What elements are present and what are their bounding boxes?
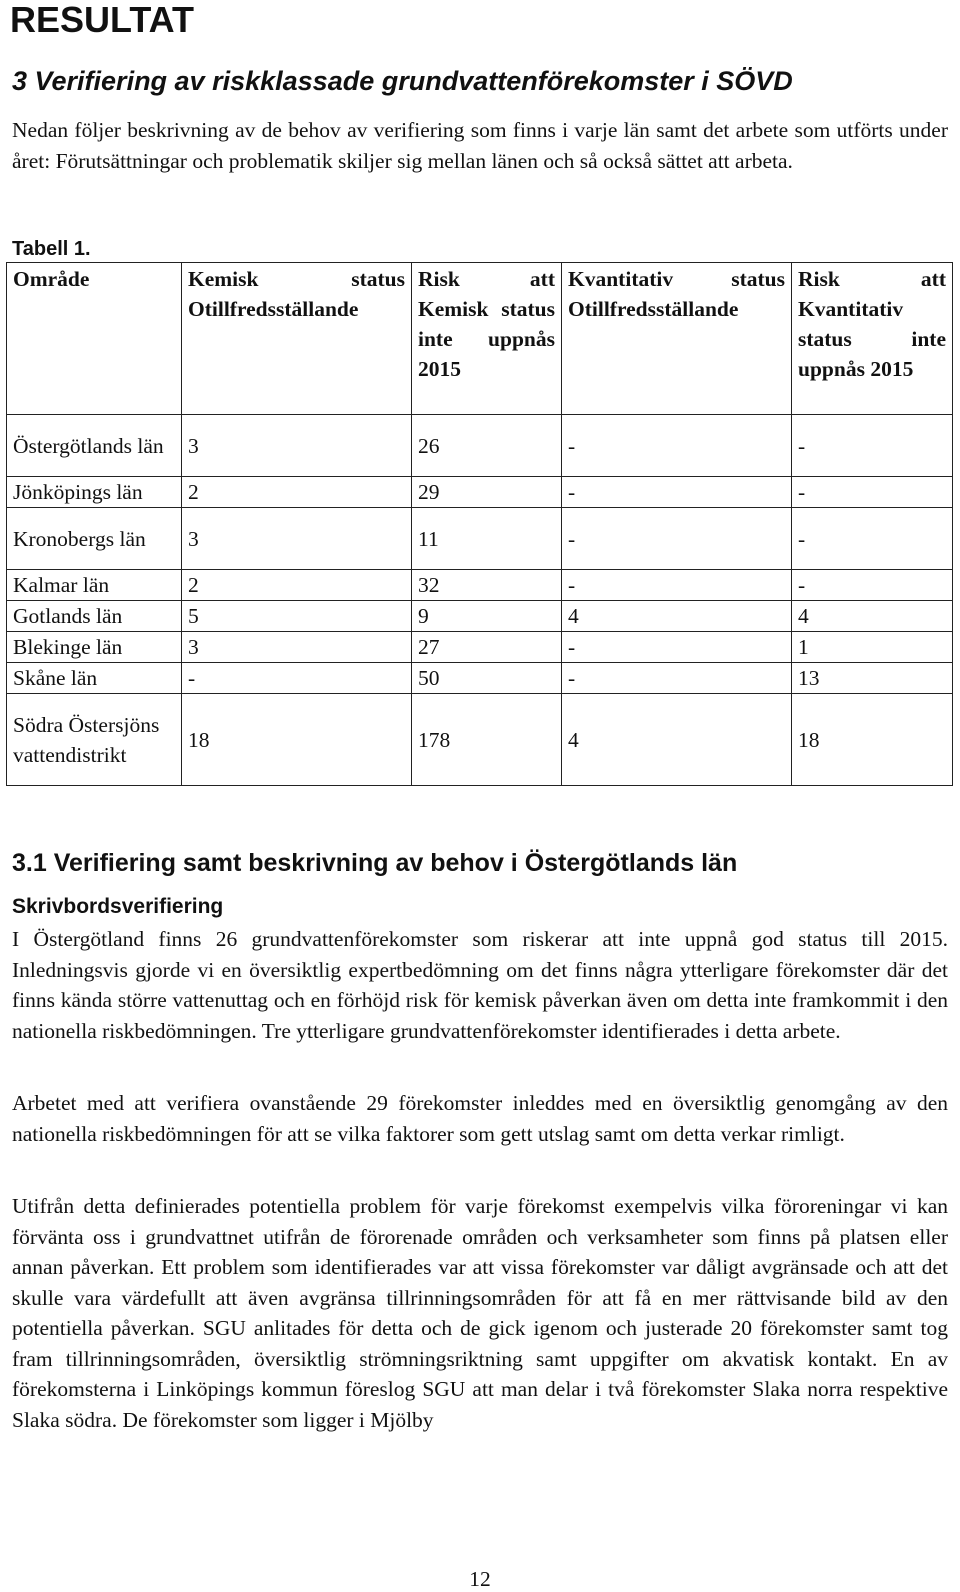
- cell-kemisk-status: 2: [182, 477, 412, 508]
- table-row: [7, 601, 953, 632]
- cell-area: Södra Östersjöns vattendistrikt: [7, 694, 182, 786]
- table-row: [7, 477, 953, 508]
- table-row: [7, 415, 953, 477]
- main-heading: RESULTAT: [10, 0, 194, 40]
- header-omrade: Område: [7, 263, 182, 415]
- cell-kemisk-status: 5: [182, 601, 412, 632]
- cell-area: Gotlands län: [7, 601, 182, 632]
- cell-kvantitativ-status: -: [562, 415, 792, 477]
- table-row: [7, 632, 953, 663]
- cell-risk-kemisk: 29: [412, 477, 562, 508]
- risk-table: [6, 262, 953, 786]
- cell-risk-kemisk: 27: [412, 632, 562, 663]
- cell-kemisk-status: 18: [182, 694, 412, 786]
- table-row: [7, 570, 953, 601]
- cell-risk-kvantitativ: -: [792, 415, 953, 477]
- page-number: 12: [469, 1567, 491, 1591]
- cell-risk-kemisk: 9: [412, 601, 562, 632]
- header-risk-kvantitativ: Risk att Kvantitativ status inte uppnås 2015: [792, 263, 953, 415]
- header-risk-kemisk: Risk att Kemisk status inte uppnås 2015: [412, 263, 562, 415]
- cell-risk-kemisk: 32: [412, 570, 562, 601]
- cell-risk-kemisk: 50: [412, 663, 562, 694]
- cell-kemisk-status: -: [182, 663, 412, 694]
- cell-risk-kvantitativ: 18: [792, 694, 953, 786]
- cell-risk-kvantitativ: -: [792, 508, 953, 570]
- cell-kemisk-status: 3: [182, 632, 412, 663]
- cell-kvantitativ-status: -: [562, 508, 792, 570]
- table-caption: Tabell 1.: [12, 238, 91, 260]
- cell-risk-kemisk: 26: [412, 415, 562, 477]
- cell-risk-kvantitativ: -: [792, 477, 953, 508]
- cell-kemisk-status: 3: [182, 508, 412, 570]
- cell-risk-kemisk: 11: [412, 508, 562, 570]
- intro-paragraph: Nedan följer beskrivning av de behov av verifiering som finns i varje län samt det arbete som utförts under året: Förutsättningar och problematik skiljer sig mellan länen och så också sättet att arbeta.: [12, 118, 948, 173]
- body-paragraph-1: I Östergötland finns 26 grundvattenförekomster som riskerar att inte uppnå god status till 2015. Inledningsvis gjorde vi en översiktlig expertbedömning om det finns några ytterligare förekomster där det finns kända större vattenuttag och en förhöjd risk för kemisk påverkan även om detta inte framkommit i den nationella riskbedömningen. Tre ytterligare grundvattenförekomster identifierades i detta arbete.: [12, 927, 948, 1043]
- table-header-row: [7, 263, 953, 415]
- cell-risk-kvantitativ: 13: [792, 663, 953, 694]
- cell-area: Kronobergs län: [7, 508, 182, 570]
- cell-risk-kemisk: 178: [412, 694, 562, 786]
- header-kvantitativ-status: Kvantitativ status Otillfredsställande: [562, 263, 792, 415]
- cell-kemisk-status: 2: [182, 570, 412, 601]
- cell-kvantitativ-status: -: [562, 477, 792, 508]
- subsection-heading: 3.1 Verifiering samt beskrivning av behov i Östergötlands län: [12, 849, 738, 877]
- header-kemisk-status: Kemisk status Otillfredsställande: [182, 263, 412, 415]
- cell-risk-kvantitativ: -: [792, 570, 953, 601]
- cell-kvantitativ-status: -: [562, 663, 792, 694]
- cell-kvantitativ-status: -: [562, 570, 792, 601]
- subsection-subheading: Skrivbordsverifiering: [12, 895, 224, 918]
- cell-kvantitativ-status: 4: [562, 601, 792, 632]
- body-paragraph-3: Utifrån detta definierades potentiella problem för varje förekomst exempelvis vilka föroreningar vi kan förvänta oss i grundvattnet utifrån de förorenade områden och verksamheter som finns på platsen eller annan påverkan. Ett problem som identifierades var att vissa förekomster var dåligt avgränsade och att det skulle vara värdefullt att även avgränsa tillrinningsområden för att få en mer rättvisande bild av den potentiella påverkan. SGU anlitades för detta och de gick igenom och justerade 20 förekomster samt tog fram tillrinningsområden, översiktlig strömningsriktning samt uppgifter om akvatisk kontakt. En av förekomsterna i Linköpings kommun föreslog SGU att man delar i två förekomster Slaka norra respektive Slaka södra. De förekomster som ligger i Mjölby: [12, 1194, 948, 1432]
- cell-kvantitativ-status: 4: [562, 694, 792, 786]
- cell-area: Kalmar län: [7, 570, 182, 601]
- table-row: [7, 663, 953, 694]
- cell-kemisk-status: 3: [182, 415, 412, 477]
- table-row: [7, 508, 953, 570]
- cell-kvantitativ-status: -: [562, 632, 792, 663]
- section-heading: 3 Verifiering av riskklassade grundvattenförekomster i SÖVD: [12, 66, 793, 96]
- cell-area: Jönköpings län: [7, 477, 182, 508]
- cell-area: Östergötlands län: [7, 415, 182, 477]
- cell-area: Blekinge län: [7, 632, 182, 663]
- body-paragraph-2: Arbetet med att verifiera ovanstående 29 förekomster inleddes med en översiktlig genomgång av den nationella riskbedömningen för att se vilka faktorer som gett utslag samt om detta verkar rimligt.: [12, 1091, 948, 1146]
- table-row: [7, 694, 953, 786]
- cell-area: Skåne län: [7, 663, 182, 694]
- cell-risk-kvantitativ: 1: [792, 632, 953, 663]
- cell-risk-kvantitativ: 4: [792, 601, 953, 632]
